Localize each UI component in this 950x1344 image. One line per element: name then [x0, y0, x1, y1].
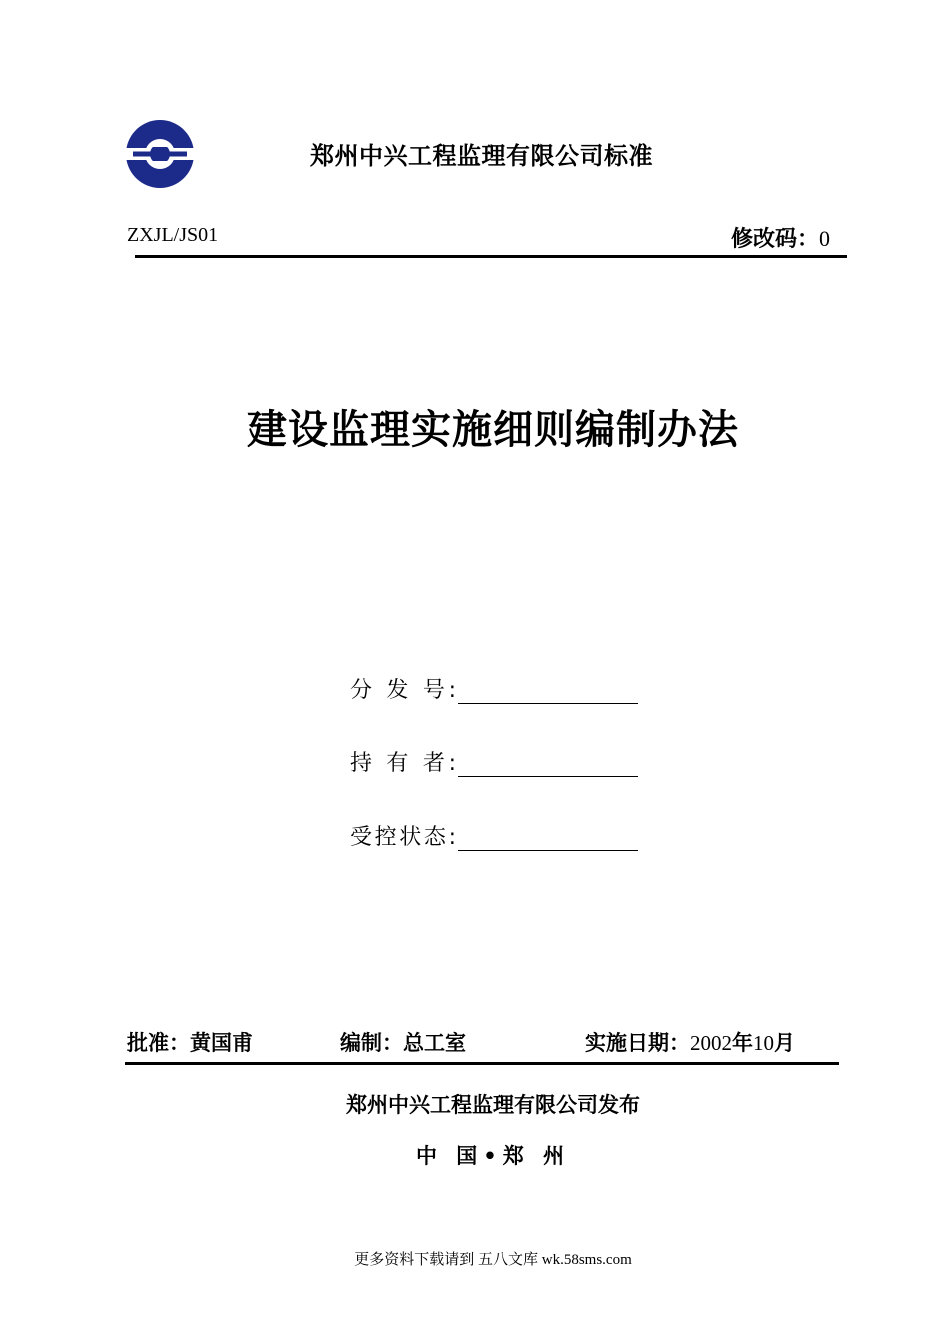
- revision-code: [731, 222, 830, 253]
- revision-label: 修改码：: [730, 227, 819, 252]
- footer-divider: [125, 1062, 839, 1065]
- document-code: ZXJL/JS01: [127, 224, 219, 246]
- publisher-line: 郑州中兴工程监理有限公司发布: [346, 1093, 640, 1117]
- month-unit: 月: [774, 1031, 795, 1055]
- control-status-field: [350, 820, 638, 851]
- download-watermark: 更多资料下载请到 五八文库 wk.58sms.com: [354, 1252, 632, 1268]
- year-unit: 年: [732, 1031, 753, 1055]
- implementation-year: 2002: [690, 1031, 732, 1055]
- distribution-number-field: [350, 673, 638, 704]
- distribution-number-blank[interactable]: [458, 677, 638, 704]
- implementation-date-label: 实施日期：: [585, 1031, 690, 1055]
- implementation-month: 10: [753, 1031, 774, 1055]
- revision-value: 0: [819, 226, 830, 251]
- distribution-number-label: 分 发 号:: [350, 678, 456, 703]
- holder-blank[interactable]: [458, 750, 638, 777]
- compiler-info: 编制：总工室: [340, 1031, 466, 1055]
- implementation-date: [585, 1027, 795, 1057]
- document-title: 建设监理实施细则编制办法: [247, 407, 739, 453]
- control-status-label: 受控状态:: [350, 825, 456, 850]
- approval-info: 批准：黄国甫: [127, 1031, 253, 1055]
- holder-label: 持 有 者:: [350, 751, 456, 776]
- header-divider: [135, 255, 847, 258]
- location-line: 中 国•郑 州: [415, 1144, 571, 1168]
- holder-field: [350, 746, 638, 777]
- control-status-blank[interactable]: [458, 824, 638, 851]
- company-standard-title: 郑州中兴工程监理有限公司标准: [310, 142, 653, 170]
- company-logo-icon: [125, 119, 195, 189]
